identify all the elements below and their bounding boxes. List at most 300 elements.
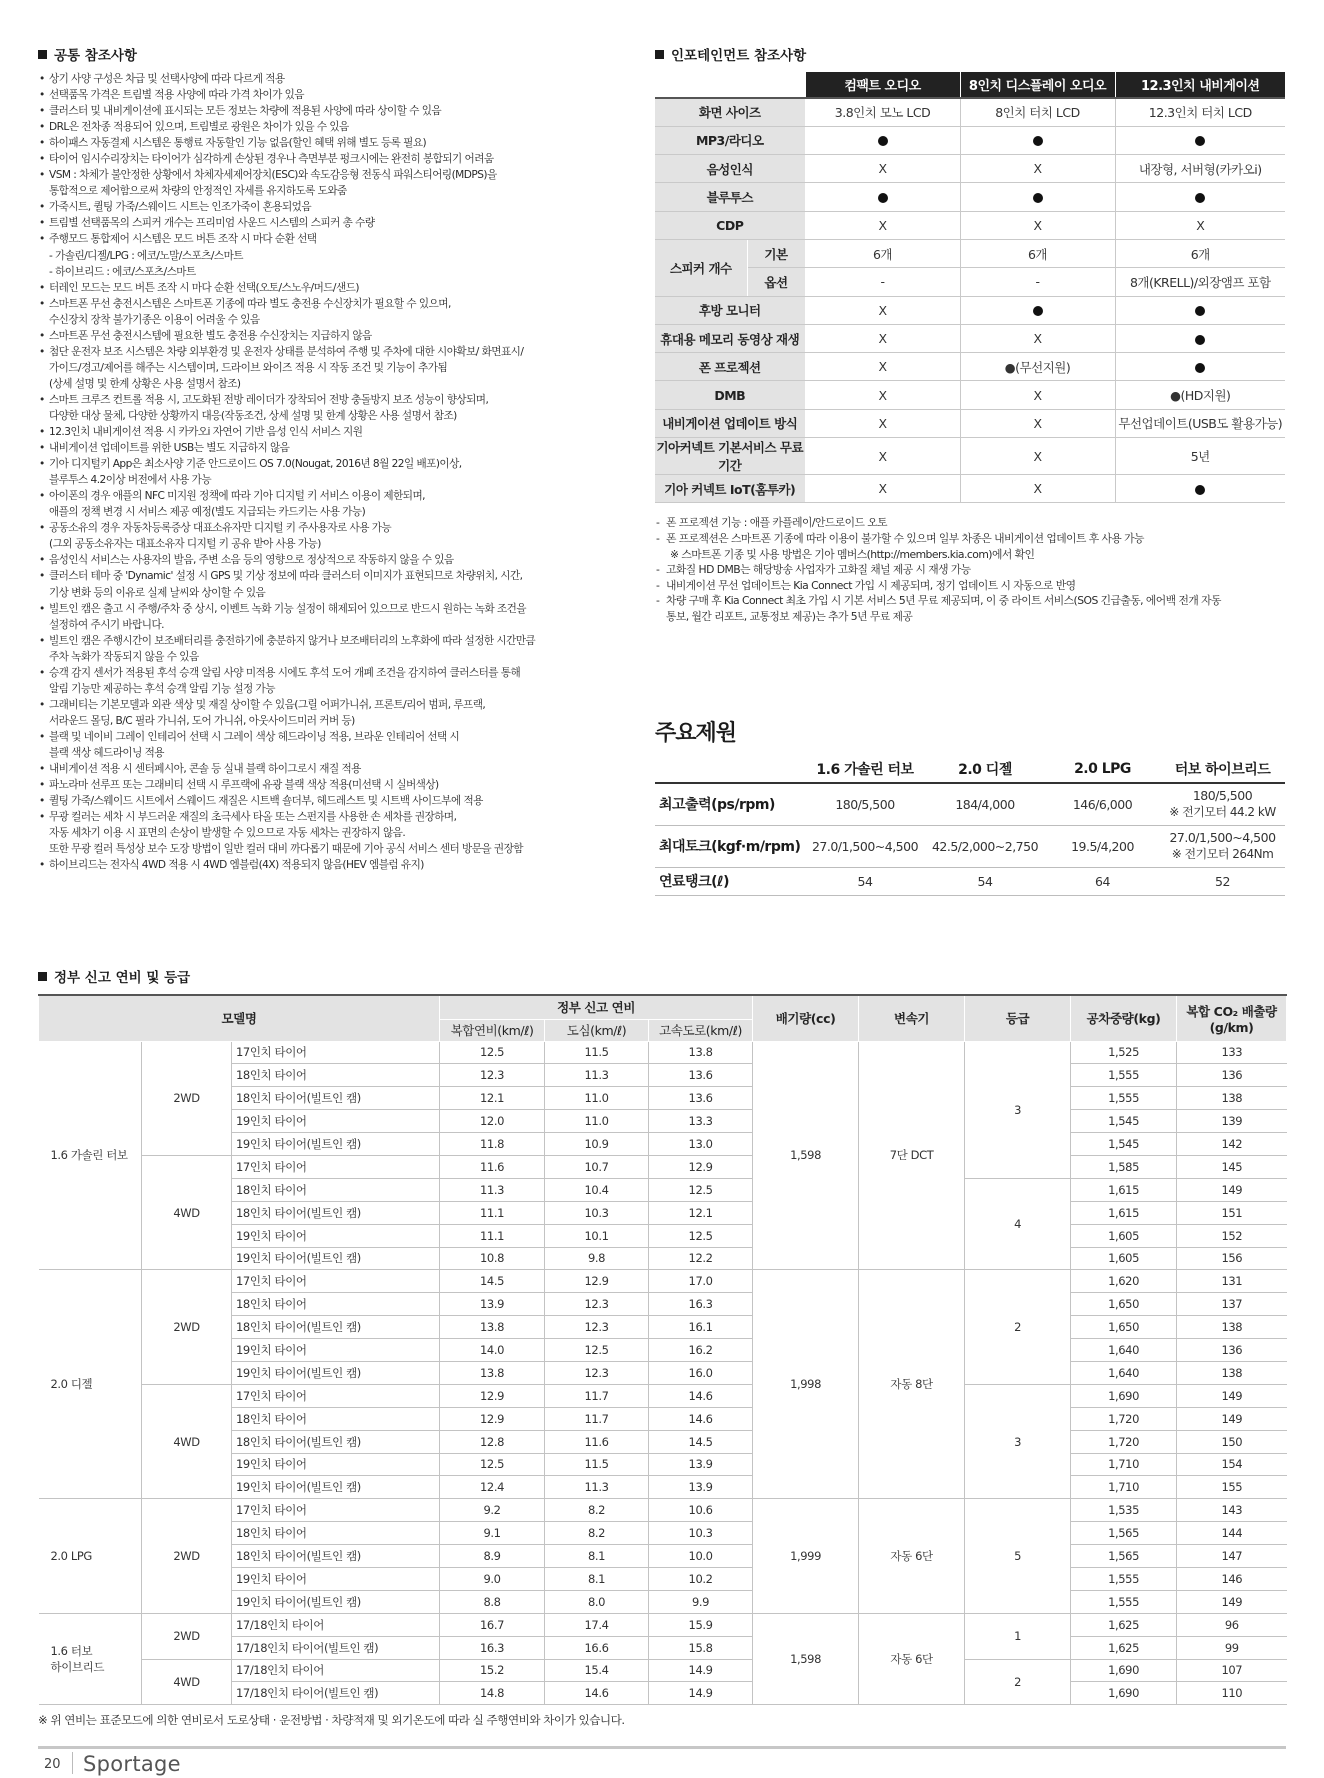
row-label: 음성인식 bbox=[655, 155, 805, 183]
combined-cell: 12.1 bbox=[440, 1087, 545, 1110]
co2-cell: 155 bbox=[1177, 1476, 1287, 1499]
highway-cell: 9.9 bbox=[649, 1590, 753, 1613]
table-cell bbox=[805, 867, 925, 895]
common-notes-title: 공통 참조사항 bbox=[54, 48, 137, 64]
city-cell: 11.6 bbox=[545, 1430, 649, 1453]
highway-cell: 17.0 bbox=[649, 1270, 753, 1293]
co2-cell: 147 bbox=[1177, 1545, 1287, 1568]
specs-section bbox=[655, 716, 1285, 896]
weight-cell: 1,555 bbox=[1071, 1590, 1177, 1613]
table-row bbox=[39, 1384, 1287, 1407]
highway-cell: 13.8 bbox=[649, 1041, 753, 1064]
combined-cell: 12.5 bbox=[440, 1453, 545, 1476]
table-cell: X bbox=[960, 155, 1115, 183]
co2-cell: 151 bbox=[1177, 1201, 1287, 1224]
row-label: 스피커 개수 bbox=[655, 239, 747, 296]
row-label: 연료탱크(ℓ) bbox=[655, 867, 805, 895]
weight-cell: 1,555 bbox=[1071, 1087, 1177, 1110]
drive-cell: 2WD bbox=[142, 1499, 232, 1613]
info-note-item: ※ 스마트폰 기종 및 사용 방법은 기아 멤버스(http://members.kia.com)에서 확인 bbox=[670, 547, 1035, 561]
model-name-cell bbox=[39, 1270, 142, 1499]
highway-cell: 13.6 bbox=[649, 1087, 753, 1110]
weight-cell: 1,720 bbox=[1071, 1407, 1177, 1430]
note-item: • 타이어 임시수리장치는 타이어가 심각하게 손상된 경우나 측면부분 펑크시에는 완전히 봉합되기 어려움 bbox=[38, 151, 638, 167]
highway-cell: 12.1 bbox=[649, 1201, 753, 1224]
table-row bbox=[655, 324, 1285, 352]
weight-cell: 1,605 bbox=[1071, 1224, 1177, 1247]
note-item: 애플의 정책 변경 시 서비스 제공 예정(별도 지급되는 카드키는 사용 가능) bbox=[49, 506, 366, 519]
tire-cell: 17인치 타이어 bbox=[232, 1384, 440, 1407]
corner-cell bbox=[655, 755, 805, 783]
row-label: 폰 프로젝션 bbox=[655, 353, 805, 381]
note-item: • 터레인 모드는 모드 버튼 조작 시 마다 순환 선택(오토/스노우/머드/샌드) bbox=[38, 280, 638, 296]
note-item: • 선택품목 가격은 트림별 적용 사양에 따라 가격 차이가 있음 bbox=[38, 87, 638, 103]
city-cell: 10.3 bbox=[545, 1201, 649, 1224]
city-cell: 10.7 bbox=[545, 1155, 649, 1178]
table-cell: X bbox=[960, 438, 1115, 475]
city-cell: 8.1 bbox=[545, 1567, 649, 1590]
row-sublabel: 기본 bbox=[747, 239, 805, 267]
co2-cell: 99 bbox=[1177, 1636, 1287, 1659]
highway-cell: 13.0 bbox=[649, 1133, 753, 1156]
column-header: 1.6 가솔린 터보 bbox=[805, 755, 925, 783]
row-label: 기아커넥트 기본서비스 무료기간 bbox=[655, 438, 805, 475]
common-notes-list bbox=[38, 71, 638, 873]
cell-value: 54 bbox=[857, 873, 873, 889]
note-item: 통합적으로 제어함으로써 차량의 안정적인 자세를 유지하도록 도와줌 bbox=[49, 185, 347, 198]
city-cell: 12.5 bbox=[545, 1339, 649, 1362]
note-item: 알림 기능만 제공하는 후석 승객 알림 기능 설정 가능 bbox=[49, 682, 275, 695]
table-cell: X bbox=[805, 324, 960, 352]
filled-dot-icon bbox=[1195, 136, 1205, 146]
table-cell bbox=[805, 183, 960, 211]
combined-cell: 11.8 bbox=[440, 1133, 545, 1156]
table-cell bbox=[1045, 867, 1160, 895]
note-item: • 무광 컬러는 세차 시 부드러운 재질의 초극세사 타올 또는 스펀지를 사용한 손 세차를 권장하며, bbox=[38, 809, 638, 825]
grade-cell: 5 bbox=[965, 1499, 1071, 1613]
table-cell: 무선업데이트(USB도 활용가능) bbox=[1115, 409, 1285, 437]
note-item: 블랙 색상 헤드라이닝 적용 bbox=[49, 746, 164, 759]
city-cell: 12.3 bbox=[545, 1293, 649, 1316]
table-cell bbox=[1045, 783, 1160, 825]
note-item: 다양한 대상 물체, 다양한 상황까지 대응(작동조건, 상세 설명 및 한계 상황은 사용 설명서 참조) bbox=[49, 409, 457, 422]
co2-cell: 131 bbox=[1177, 1270, 1287, 1293]
drive-cell: 2WD bbox=[142, 1613, 232, 1659]
table-cell: 6개 bbox=[960, 239, 1115, 267]
note-item: 수신장치 장착 불가기종은 이용이 어려울 수 있음 bbox=[49, 313, 260, 326]
note-item: • VSM : 차체가 불안정한 상황에서 차체자세제어장치(ESC)와 속도감응형 전동식 파워스티어링(MDPS)을 bbox=[38, 167, 638, 183]
model-name-cell bbox=[39, 1613, 142, 1705]
table-cell: 3.8인치 모노 LCD bbox=[805, 98, 960, 126]
row-label: 기아 커넥트 IoT(홈투카) bbox=[655, 475, 805, 503]
city-cell: 8.2 bbox=[545, 1499, 649, 1522]
co2-header-line1: 복합 CO₂ 배출량 bbox=[1186, 1003, 1277, 1019]
filled-dot-icon bbox=[878, 193, 888, 203]
info-note-item: - 폰 프로젝션 기능 : 애플 카플레이/안드로이드 오토 bbox=[655, 515, 1285, 531]
table-cell: X bbox=[960, 475, 1115, 503]
note-item: 기상 변화 등의 이유로 실제 날씨와 상이할 수 있음 bbox=[49, 586, 266, 599]
weight-cell: 1,605 bbox=[1071, 1247, 1177, 1270]
co2-cell: 149 bbox=[1177, 1384, 1287, 1407]
highway-cell: 12.5 bbox=[649, 1178, 753, 1201]
tire-cell: 19인치 타이어(빌트인 캠) bbox=[232, 1247, 440, 1270]
row-label: 내비게이션 업데이트 방식 bbox=[655, 409, 805, 437]
table-row bbox=[655, 475, 1285, 503]
column-header: 8인치 디스플레이 오디오 bbox=[960, 72, 1115, 98]
table-cell: ●(HD지원) bbox=[1115, 381, 1285, 409]
cell-value: 52 bbox=[1215, 873, 1230, 889]
weight-cell: 1,650 bbox=[1071, 1293, 1177, 1316]
model-name: 2.0 디젤 bbox=[50, 1377, 93, 1392]
combined-cell: 14.8 bbox=[440, 1682, 545, 1705]
combined-cell: 15.2 bbox=[440, 1659, 545, 1682]
column-header: 컴팩트 오디오 bbox=[805, 72, 960, 98]
combined-cell: 9.2 bbox=[440, 1499, 545, 1522]
cell-note: ※ 전기모터 44.2 kW bbox=[1169, 805, 1276, 820]
drive-cell: 4WD bbox=[142, 1659, 232, 1705]
row-label: 화면 사이즈 bbox=[655, 98, 805, 126]
city-cell: 8.1 bbox=[545, 1545, 649, 1568]
tire-cell: 19인치 타이어 bbox=[232, 1567, 440, 1590]
column-header: 2.0 LPG bbox=[1045, 755, 1160, 783]
note-item: • 퀼팅 가죽/스웨이드 시트에서 스웨이드 재질은 시트백 숄더부, 헤드레스트 및 시트백 사이드부에 적용 bbox=[38, 793, 638, 809]
tire-cell: 18인치 타이어(빌트인 캠) bbox=[232, 1430, 440, 1453]
model-name-cell bbox=[39, 1041, 142, 1270]
displacement-header: 배기량(cc) bbox=[753, 995, 859, 1041]
transmission-cell: 자동 6단 bbox=[859, 1613, 965, 1705]
tire-cell: 17/18인치 타이어(빌트인 캠) bbox=[232, 1636, 440, 1659]
table-cell bbox=[1045, 825, 1160, 867]
table-cell bbox=[960, 296, 1115, 324]
drive-cell: 4WD bbox=[142, 1155, 232, 1269]
note-item: • 12.3인치 내비게이션 적용 시 카카오i 자연어 기반 음성 인식 서비스 지원 bbox=[38, 424, 638, 440]
transmission-header: 변속기 bbox=[859, 995, 965, 1041]
highway-cell: 16.1 bbox=[649, 1316, 753, 1339]
note-item: • 주행모드 통합제어 시스템은 모드 버튼 조작 시 마다 순환 선택 bbox=[38, 231, 638, 247]
city-cell: 15.4 bbox=[545, 1659, 649, 1682]
weight-cell: 1,640 bbox=[1071, 1361, 1177, 1384]
table-cell: 12.3인치 터치 LCD bbox=[1115, 98, 1285, 126]
info-note-item: - 고화질 HD DMB는 해당방송 사업자가 고화질 채널 제공 시 재생 가능 bbox=[655, 562, 1285, 578]
combined-cell: 12.0 bbox=[440, 1110, 545, 1133]
square-bullet-icon bbox=[38, 50, 47, 59]
table-cell bbox=[1160, 783, 1285, 825]
city-cell: 11.0 bbox=[545, 1110, 649, 1133]
table-row bbox=[39, 1041, 1287, 1064]
table-cell bbox=[1115, 324, 1285, 352]
info-note-item: - 폰 프로젝션은 스마트폰 기종에 따라 이용이 불가할 수 있으며 일부 차종은 내비게이션 업데이트 후 사용 가능 bbox=[655, 531, 1285, 547]
combined-cell: 14.5 bbox=[440, 1270, 545, 1293]
highway-cell: 16.3 bbox=[649, 1293, 753, 1316]
cell-value: 19.5/4,200 bbox=[1071, 838, 1134, 854]
footer-divider bbox=[72, 1752, 73, 1774]
cell-value: 27.0/1,500~4,500 bbox=[1169, 830, 1276, 845]
info-note-item: 통보, 월간 리포트, 교통정보 제공)는 추가 5년 무료 제공 bbox=[666, 609, 913, 623]
table-cell bbox=[805, 783, 925, 825]
table-row bbox=[39, 1613, 1287, 1636]
tire-cell: 18인치 타이어(빌트인 캠) bbox=[232, 1201, 440, 1224]
tire-cell: 19인치 타이어(빌트인 캠) bbox=[232, 1590, 440, 1613]
filled-dot-icon bbox=[1033, 306, 1043, 316]
page-number: 20 bbox=[44, 1757, 61, 1772]
combined-cell: 13.8 bbox=[440, 1361, 545, 1384]
table-cell: 5년 bbox=[1115, 438, 1285, 475]
cell-value: 64 bbox=[1095, 873, 1110, 889]
highway-cell: 14.5 bbox=[649, 1430, 753, 1453]
highway-cell: 10.6 bbox=[649, 1499, 753, 1522]
table-cell bbox=[1115, 296, 1285, 324]
note-item: 설정하여 주시기 바랍니다. bbox=[49, 618, 164, 631]
city-cell: 11.0 bbox=[545, 1087, 649, 1110]
note-item: 주차 녹화가 작동되지 않을 수 있음 bbox=[49, 650, 199, 663]
note-item: • 하이브리드는 전자식 4WD 적용 시 4WD 엠블럼(4X) 적용되지 않음(HEV 엠블럼 유지) bbox=[38, 857, 638, 873]
city-cell: 10.1 bbox=[545, 1224, 649, 1247]
table-cell: X bbox=[960, 409, 1115, 437]
weight-cell: 1,625 bbox=[1071, 1636, 1177, 1659]
highway-cell: 13.9 bbox=[649, 1476, 753, 1499]
tire-cell: 17/18인치 타이어(빌트인 캠) bbox=[232, 1682, 440, 1705]
highway-cell: 13.9 bbox=[649, 1453, 753, 1476]
note-item: 자동 세차기 이용 시 표면의 손상이 발생할 수 있으므로 자동 세차는 권장하지 않음. bbox=[49, 827, 406, 840]
combined-cell: 9.1 bbox=[440, 1522, 545, 1545]
tire-cell: 17인치 타이어 bbox=[232, 1499, 440, 1522]
city-cell: 11.3 bbox=[545, 1476, 649, 1499]
row-label: 후방 모니터 bbox=[655, 296, 805, 324]
city-header: 도심(km/ℓ) bbox=[545, 1019, 649, 1041]
filled-dot-icon bbox=[1195, 485, 1205, 495]
co2-cell: 138 bbox=[1177, 1087, 1287, 1110]
table-row bbox=[655, 98, 1285, 126]
table-cell: X bbox=[805, 409, 960, 437]
cell-value: 180/5,500 bbox=[1192, 788, 1253, 804]
table-row bbox=[655, 867, 1285, 895]
note-item: • 하이패스 자동결제 시스템은 통행료 자동할인 기능 없음(할인 혜택 위해 별도 등록 필요) bbox=[38, 135, 638, 151]
fuel-title: 정부 신고 연비 및 등급 bbox=[54, 970, 191, 986]
city-cell: 11.7 bbox=[545, 1407, 649, 1430]
city-cell: 8.2 bbox=[545, 1522, 649, 1545]
fuel-footnote: ※ 위 연비는 표준모드에 의한 연비로서 도로상태 · 운전방법 · 차량적재 및 외기온도에 따라 실 주행연비와 차이가 있습니다. bbox=[38, 1713, 625, 1728]
grade-cell: 4 bbox=[965, 1178, 1071, 1270]
table-row bbox=[655, 183, 1285, 211]
tire-cell: 17인치 타이어 bbox=[232, 1155, 440, 1178]
table-row bbox=[655, 783, 1285, 825]
note-item: • 스마트 크루즈 컨트롤 적용 시, 고도화된 전방 레이더가 장착되어 전방 충돌방지 보조 성능이 향상되며, bbox=[38, 392, 638, 408]
note-item: • 가죽시트, 퀼팅 가죽/스웨이드 시트는 인조가죽이 혼용되었음 bbox=[38, 199, 638, 215]
common-notes-heading bbox=[38, 44, 638, 64]
note-item: • 스마트폰 무선 충전시스템에 필요한 별도 충전용 수신장치는 지급하지 않음 bbox=[38, 328, 638, 344]
weight-cell: 1,710 bbox=[1071, 1476, 1177, 1499]
city-cell: 12.3 bbox=[545, 1361, 649, 1384]
note-item: • 트림별 선택품목의 스피커 개수는 프리미엄 사운드 시스템의 스피커 총 수량 bbox=[38, 215, 638, 231]
table-cell: 내장형, 서버형(카카오i) bbox=[1115, 155, 1285, 183]
efficiency-header: 정부 신고 연비 bbox=[440, 995, 753, 1019]
note-item: - 가솔린/디젤/LPG : 에코/노말/스포츠/스마트 bbox=[49, 249, 243, 262]
table-row bbox=[655, 353, 1285, 381]
highway-header: 고속도로(km/ℓ) bbox=[649, 1019, 753, 1041]
city-cell: 17.4 bbox=[545, 1613, 649, 1636]
column-header: 터보 하이브리드 bbox=[1160, 755, 1285, 783]
corner-cell bbox=[655, 72, 805, 98]
cell-value: 27.0/1,500~4,500 bbox=[811, 838, 919, 854]
co2-cell: 144 bbox=[1177, 1522, 1287, 1545]
weight-cell: 1,640 bbox=[1071, 1339, 1177, 1362]
highway-cell: 14.6 bbox=[649, 1384, 753, 1407]
row-label: MP3/라디오 bbox=[655, 126, 805, 154]
page-footer bbox=[38, 1746, 1286, 1778]
highway-cell: 12.9 bbox=[649, 1155, 753, 1178]
combined-cell: 12.3 bbox=[440, 1064, 545, 1087]
tire-cell: 17/18인치 타이어 bbox=[232, 1613, 440, 1636]
co2-cell: 107 bbox=[1177, 1659, 1287, 1682]
table-cell: 8개(KRELL)/외장앰프 포함 bbox=[1115, 268, 1285, 296]
model-name: 1.6 가솔린 터보 bbox=[50, 1148, 128, 1163]
filled-dot-icon bbox=[1195, 306, 1205, 316]
table-row bbox=[655, 296, 1285, 324]
highway-cell: 13.6 bbox=[649, 1064, 753, 1087]
city-cell: 14.6 bbox=[545, 1682, 649, 1705]
combined-cell: 12.4 bbox=[440, 1476, 545, 1499]
row-label: DMB bbox=[655, 381, 805, 409]
displacement-cell: 1,998 bbox=[753, 1270, 859, 1499]
weight-cell: 1,690 bbox=[1071, 1384, 1177, 1407]
table-cell bbox=[1115, 126, 1285, 154]
tire-cell: 18인치 타이어 bbox=[232, 1293, 440, 1316]
highway-cell: 10.0 bbox=[649, 1545, 753, 1568]
filled-dot-icon bbox=[1195, 193, 1205, 203]
combined-cell: 13.9 bbox=[440, 1293, 545, 1316]
drive-cell: 2WD bbox=[142, 1270, 232, 1384]
city-cell: 11.5 bbox=[545, 1041, 649, 1064]
infotainment-table bbox=[655, 72, 1285, 503]
note-item: (상세 설명 및 한계 상황은 사용 설명서 참조) bbox=[49, 377, 241, 390]
city-cell: 11.7 bbox=[545, 1384, 649, 1407]
combined-cell: 12.9 bbox=[440, 1407, 545, 1430]
table-cell: 6개 bbox=[805, 239, 960, 267]
note-item: • 클러스터 및 내비게이션에 표시되는 모든 정보는 차량에 적용된 사양에 따라 상이할 수 있음 bbox=[38, 103, 638, 119]
city-cell: 16.6 bbox=[545, 1636, 649, 1659]
table-cell: X bbox=[960, 211, 1115, 239]
combined-cell: 12.8 bbox=[440, 1430, 545, 1453]
model-name: 1.6 터보 하이브리드 bbox=[50, 1644, 105, 1675]
note-item: • 승객 감지 센서가 적용된 후석 승객 알림 사양 미적용 시에도 후석 도어 개폐 조건을 감지하여 클러스터를 통해 bbox=[38, 665, 638, 681]
note-item: • 상기 사양 구성은 차급 및 선택사양에 따라 다르게 적용 bbox=[38, 71, 638, 87]
table-cell: X bbox=[805, 296, 960, 324]
co2-header bbox=[1177, 995, 1287, 1041]
city-cell: 11.3 bbox=[545, 1064, 649, 1087]
row-label: 휴대용 메모리 동영상 재생 bbox=[655, 324, 805, 352]
cell-value: 42.5/2,000~2,750 bbox=[931, 838, 1039, 854]
combined-cell: 16.3 bbox=[440, 1636, 545, 1659]
tire-cell: 17인치 타이어 bbox=[232, 1270, 440, 1293]
highway-cell: 15.9 bbox=[649, 1613, 753, 1636]
tire-cell: 19인치 타이어 bbox=[232, 1339, 440, 1362]
city-cell: 12.3 bbox=[545, 1316, 649, 1339]
table-cell: X bbox=[960, 381, 1115, 409]
row-sublabel: 옵션 bbox=[747, 268, 805, 296]
highway-cell: 12.2 bbox=[649, 1247, 753, 1270]
table-row bbox=[655, 268, 1285, 296]
note-item: 또한 무광 컬러 특성상 보수 도장 방법이 일반 컬러 대비 까다롭기 때문에 기아 공식 서비스 센터 방문을 권장함 bbox=[49, 843, 523, 856]
combined-cell: 14.0 bbox=[440, 1339, 545, 1362]
weight-cell: 1,690 bbox=[1071, 1659, 1177, 1682]
filled-dot-icon bbox=[1033, 193, 1043, 203]
table-cell: X bbox=[805, 353, 960, 381]
note-item: • 공동소유의 경우 자동차등록증상 대표소유자만 디지털 키 주사용자로 사용 가능 bbox=[38, 520, 638, 536]
co2-cell: 138 bbox=[1177, 1361, 1287, 1384]
table-row bbox=[655, 155, 1285, 183]
info-note-item: - 차량 구매 후 Kia Connect 최초 가입 시 기본 서비스 5년 무료 제공되며, 이 중 라이트 서비스(SOS 긴급출동, 에어백 전개 자동 bbox=[655, 593, 1285, 609]
combined-header: 복합연비(km/ℓ) bbox=[440, 1019, 545, 1041]
grade-cell: 2 bbox=[965, 1270, 1071, 1384]
tire-cell: 19인치 타이어 bbox=[232, 1453, 440, 1476]
highway-cell: 13.3 bbox=[649, 1110, 753, 1133]
table-cell bbox=[805, 825, 925, 867]
transmission-cell: 7단 DCT bbox=[859, 1041, 965, 1270]
co2-cell: 149 bbox=[1177, 1590, 1287, 1613]
city-cell: 12.9 bbox=[545, 1270, 649, 1293]
tire-cell: 18인치 타이어 bbox=[232, 1522, 440, 1545]
table-cell bbox=[960, 183, 1115, 211]
weight-cell: 1,625 bbox=[1071, 1613, 1177, 1636]
highway-cell: 10.3 bbox=[649, 1522, 753, 1545]
combined-cell: 10.8 bbox=[440, 1247, 545, 1270]
co2-cell: 137 bbox=[1177, 1293, 1287, 1316]
weight-cell: 1,565 bbox=[1071, 1522, 1177, 1545]
combined-cell: 9.0 bbox=[440, 1567, 545, 1590]
co2-cell: 136 bbox=[1177, 1339, 1287, 1362]
weight-cell: 1,545 bbox=[1071, 1133, 1177, 1156]
model-name: 2.0 LPG bbox=[50, 1549, 92, 1564]
table-row bbox=[655, 825, 1285, 867]
infotainment-notes bbox=[655, 515, 1285, 624]
tire-cell: 18인치 타이어(빌트인 캠) bbox=[232, 1316, 440, 1339]
weight-cell: 1,615 bbox=[1071, 1178, 1177, 1201]
table-cell bbox=[1115, 183, 1285, 211]
note-item: • DRL은 전차종 적용되어 있으며, 트림별로 광원은 차이가 있을 수 있음 bbox=[38, 119, 638, 135]
filled-dot-icon bbox=[878, 136, 888, 146]
note-item: 서라운드 몰딩, B/C 필라 가니쉬, 도어 가니쉬, 아웃사이드미러 커버 등) bbox=[49, 714, 355, 727]
table-cell: X bbox=[805, 211, 960, 239]
fuel-efficiency-section bbox=[38, 966, 1286, 1728]
note-item: • 빌트인 캠은 출고 시 주행/주차 중 상시, 이벤트 녹화 기능 설정이 해제되어 있으므로 반드시 원하는 녹화 조건을 bbox=[38, 601, 638, 617]
tire-cell: 18인치 타이어(빌트인 캠) bbox=[232, 1545, 440, 1568]
row-label: 블루투스 bbox=[655, 183, 805, 211]
weight-cell: 1,615 bbox=[1071, 1201, 1177, 1224]
combined-cell: 11.1 bbox=[440, 1201, 545, 1224]
grade-cell: 1 bbox=[965, 1613, 1071, 1659]
co2-cell: 136 bbox=[1177, 1064, 1287, 1087]
table-row bbox=[655, 239, 1285, 267]
city-cell: 10.9 bbox=[545, 1133, 649, 1156]
weight-cell: 1,525 bbox=[1071, 1041, 1177, 1064]
displacement-cell: 1,999 bbox=[753, 1499, 859, 1613]
table-cell bbox=[1160, 825, 1285, 867]
co2-cell: 146 bbox=[1177, 1567, 1287, 1590]
city-cell: 11.5 bbox=[545, 1453, 649, 1476]
table-cell bbox=[925, 825, 1045, 867]
note-item: • 첨단 운전자 보조 시스템은 차량 외부환경 및 운전자 상태를 분석하여 주행 및 주차에 대한 시야확보/ 화면표시/ bbox=[38, 344, 638, 360]
highway-cell: 15.8 bbox=[649, 1636, 753, 1659]
table-cell: - bbox=[805, 268, 960, 296]
city-cell: 8.0 bbox=[545, 1590, 649, 1613]
square-bullet-icon bbox=[655, 50, 664, 59]
co2-cell: 143 bbox=[1177, 1499, 1287, 1522]
table-cell: 6개 bbox=[1115, 239, 1285, 267]
grade-cell: 3 bbox=[965, 1384, 1071, 1498]
infotainment-section bbox=[655, 44, 1285, 625]
table-cell bbox=[1115, 353, 1285, 381]
tire-cell: 18인치 타이어(빌트인 캠) bbox=[232, 1087, 440, 1110]
